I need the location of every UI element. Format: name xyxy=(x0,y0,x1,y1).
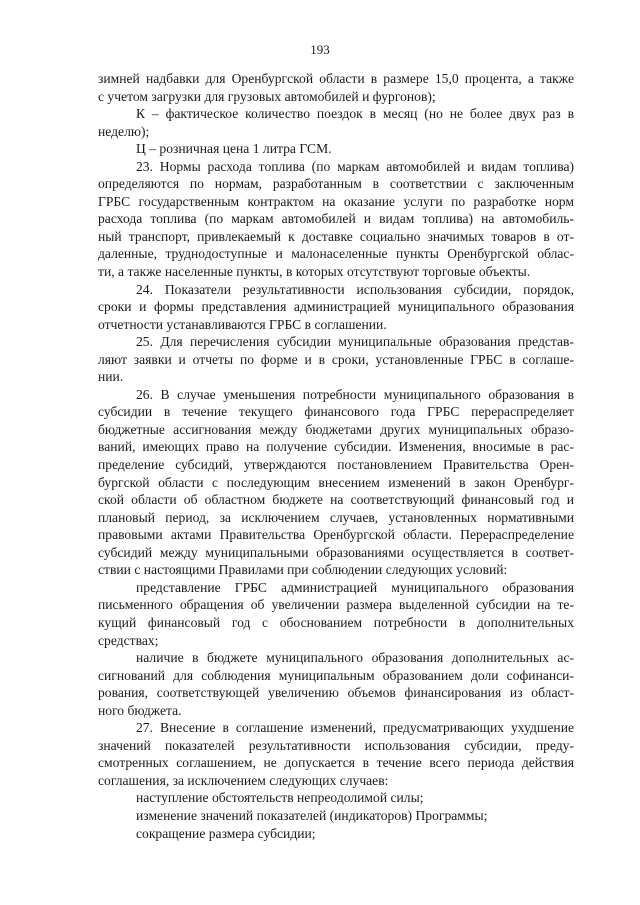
text-line: ного бюджета. xyxy=(98,702,182,718)
text-line: субсидии в течение текущего финансового года ГРБС перераспределяет xyxy=(98,404,574,420)
text-line: представление ГРБС администрацией муниципального образования xyxy=(136,579,574,595)
text-line: ГРБС государственным контрактом на оказание услуги по разработке норм xyxy=(98,193,574,209)
text-line: ствии с настоящими Правилами при соблюдении следующих условий: xyxy=(98,562,508,578)
text-line: ваний, имеющих право на получение субсидии. Изменения, вносимые в рас- xyxy=(98,439,574,455)
text-line: изменение значений показателей (индикаторов) Программы; xyxy=(136,807,488,823)
text-line: даленные, труднодоступные и малонаселенные пункты Оренбургской облас- xyxy=(98,246,574,262)
text-line: бургской области с последующим внесением изменений в закон Оренбург- xyxy=(98,474,574,490)
text-line: кущий финансовый год с обоснованием потребности в дополнительных xyxy=(98,614,574,630)
text-line: бюджетные ассигнования между бюджетами других муниципальных образо- xyxy=(98,421,574,437)
text-line: ти, а также населенные пункты, в которых отсутствуют торговые объекты. xyxy=(98,264,531,280)
text-line: неделю); xyxy=(98,123,150,139)
text-line: определяются по нормам, разработанным в соответствии с заключенным xyxy=(98,176,574,192)
text-line: ской области об областном бюджете на соответствующий финансовый год и xyxy=(98,492,574,508)
text-line: с учетом загрузки для грузовых автомобилей и фургонов); xyxy=(98,88,436,104)
text-line: 25. Для перечисления субсидии муниципальные образования представ- xyxy=(136,334,574,350)
page-number: 193 xyxy=(310,42,330,57)
text-line: субсидий между муниципальными образованиями осуществляется в соответ- xyxy=(98,544,574,560)
text-line: 23. Нормы расхода топлива (по маркам автомобилей и видам топлива) xyxy=(136,158,574,174)
text-line: сроки и формы представления администрацией муниципального образования xyxy=(98,299,574,315)
text-line: пределение субсидий, утверждаются постановлением Правительства Орен- xyxy=(98,457,574,473)
text-line: письменного обращения об увеличении размера выделенной субсидии на те- xyxy=(98,597,574,613)
text-line: ляют заявки и отчеты по форме и в сроки, установленные ГРБС в соглаше- xyxy=(98,351,574,367)
text-line: соглашения, за исключением следующих случаев: xyxy=(98,772,389,788)
text-line: значений показателей результативности использования субсидии, преду- xyxy=(98,737,574,753)
text-line: рования, соответствующей увеличению объемов финансирования из област- xyxy=(98,685,574,701)
text-line: зимней надбавки для Оренбургской области в размере 15,0 процента, а также xyxy=(98,71,574,86)
text-line: К – фактическое количество поездок в месяц (но не более двух раз в xyxy=(136,106,574,122)
document-body xyxy=(98,70,574,842)
text-line: плановый период, за исключением случаев, установленных нормативными xyxy=(98,509,574,525)
text-line: сокращение размера субсидии; xyxy=(136,825,316,841)
text-line: 27. Внесение в соглашение изменений, предусматривающих ухудшение xyxy=(136,720,574,736)
text-line: отчетности устанавливаются ГРБС в соглашении. xyxy=(98,316,387,332)
text-line: наступление обстоятельств непреодолимой силы; xyxy=(136,790,424,806)
text-line: ный транспорт, привлекаемый к доставке социально значимых товаров в от- xyxy=(98,228,574,244)
text-line: нии. xyxy=(98,369,124,385)
text-line: расхода топлива (по маркам автомобилей и видам топлива) на автомобиль- xyxy=(98,211,574,227)
text-line: смотренных соглашением, не допускается в течение всего периода действия xyxy=(98,755,574,771)
text-line: средствах; xyxy=(98,632,159,648)
text-line: Ц – розничная цена 1 литра ГСМ. xyxy=(136,141,332,157)
text-line: наличие в бюджете муниципального образования дополнительных ас- xyxy=(136,650,574,666)
text-line: правовыми актами Правительства Оренбургской области. Перераспределение xyxy=(98,527,574,543)
text-line: 26. В случае уменьшения потребности муниципального образования в xyxy=(136,386,574,402)
text-line: 24. Показатели результативности использования субсидии, порядок, xyxy=(136,281,574,297)
text-line: сигнований для соблюдения муниципальным образованием доли софинанси- xyxy=(98,667,574,683)
